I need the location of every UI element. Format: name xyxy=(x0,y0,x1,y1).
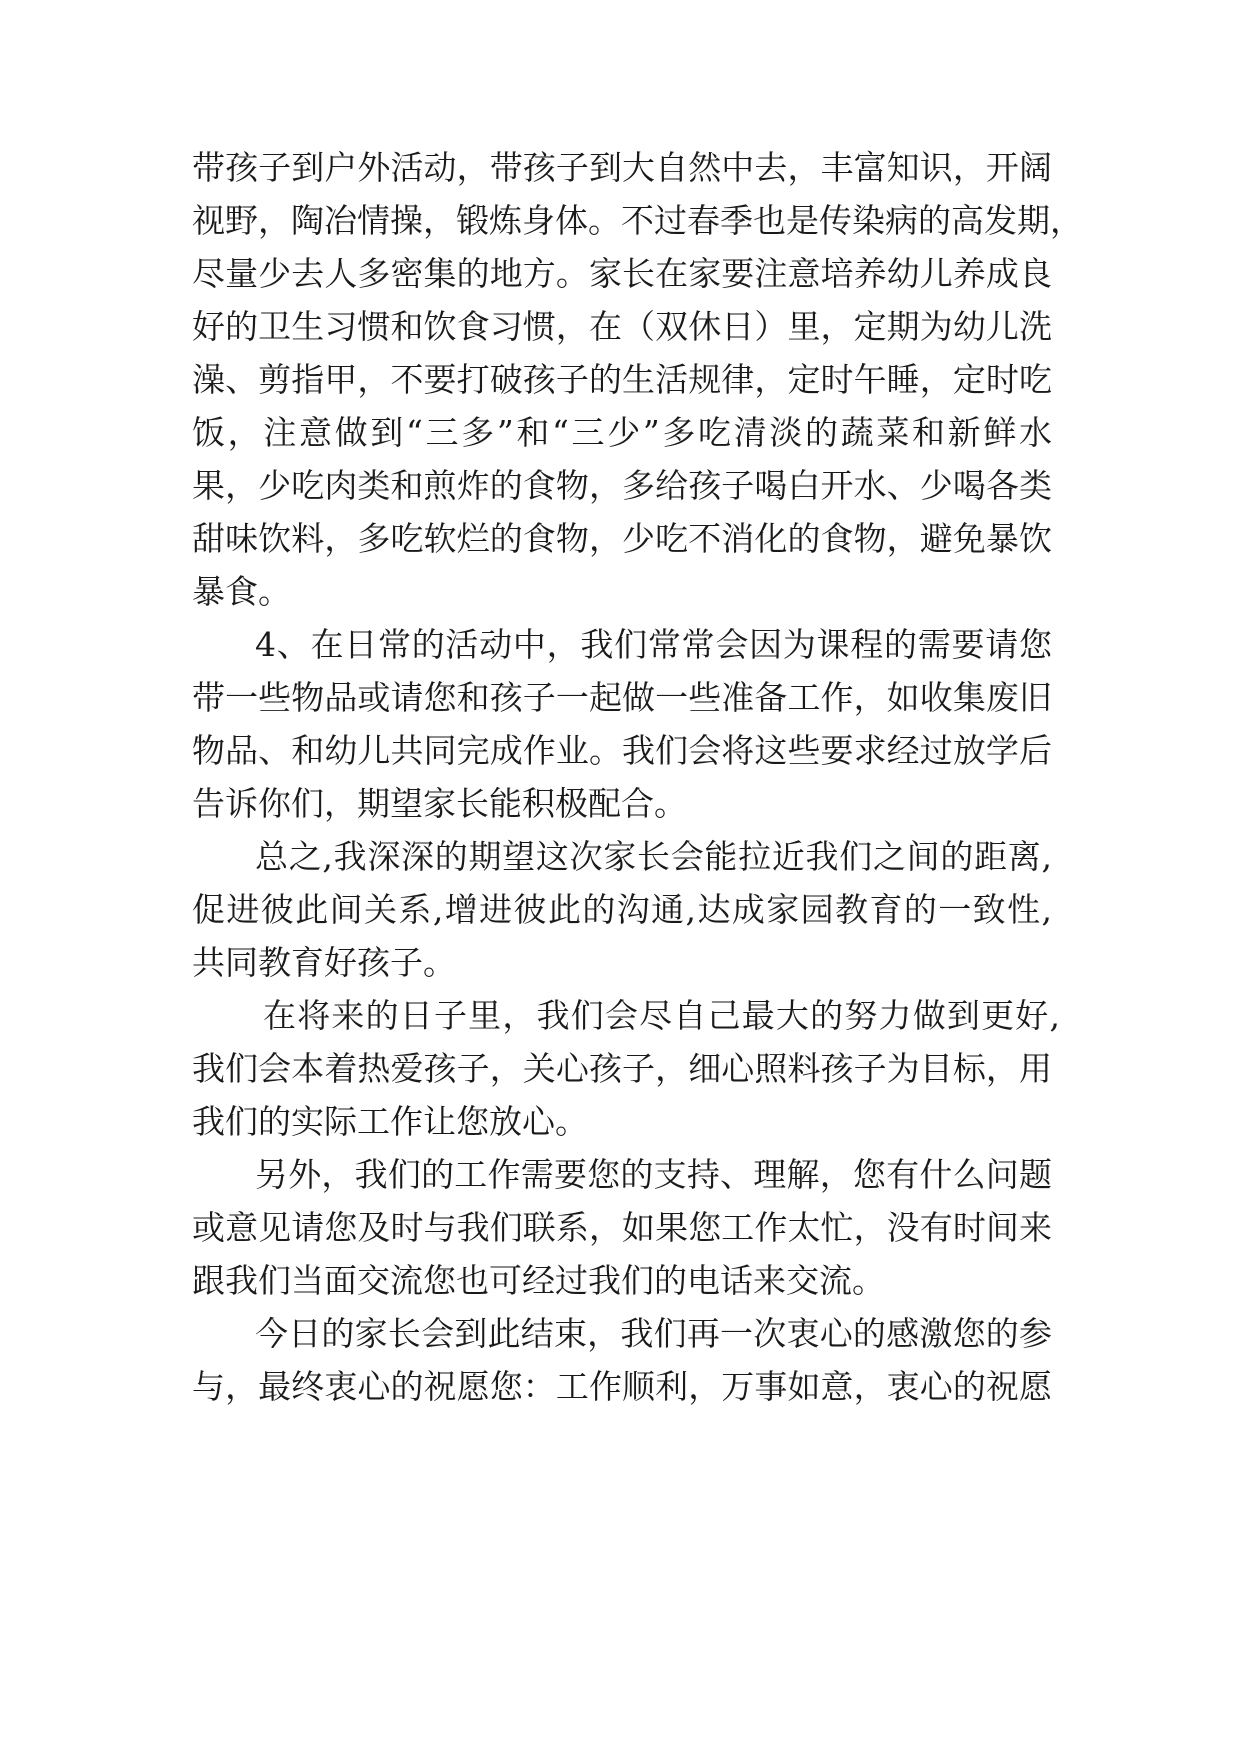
text-line: 饭，注意做到“三多”和“三少”多吃清淡的蔬菜和新鲜水 xyxy=(192,413,1052,452)
text-line: 共同教育好孩子。 xyxy=(192,943,456,982)
paragraph-first-line: 另外，我们的工作需要您的支持、理解，您有什么问题 xyxy=(255,1155,1052,1194)
text-line: 果，少吃肉类和煎炸的食物，多给孩子喝白开水、少喝各类 xyxy=(192,466,1052,505)
paragraph-first-line: 4、在日常的活动中，我们常常会因为课程的需要请您 xyxy=(255,625,1052,664)
text-line: 与，最终衷心的祝愿您：工作顺利，万事如意，衷心的祝愿 xyxy=(192,1367,1052,1406)
text-line: 带孩子到户外活动，带孩子到大自然中去，丰富知识，开阔 xyxy=(192,148,1052,187)
paragraph-first-line: 总之,我深深的期望这次家长会能拉近我们之间的距离, xyxy=(255,837,1052,876)
text-line: 或意见请您及时与我们联系，如果您工作太忙，没有时间来 xyxy=(192,1208,1052,1247)
text-line: 跟我们当面交流您也可经过我们的电话来交流。 xyxy=(192,1261,885,1300)
text-line: 带一些物品或请您和孩子一起做一些准备工作，如收集废旧 xyxy=(192,678,1052,717)
text-line: 澡、剪指甲，不要打破孩子的生活规律，定时午睡，定时吃 xyxy=(192,360,1052,399)
paragraph-first-line: 在将来的日子里，我们会尽自己最大的努力做到更好, xyxy=(263,996,1060,1035)
text-line: 甜味饮料，多吃软烂的食物，少吃不消化的食物，避免暴饮 xyxy=(192,519,1052,558)
text-line: 视野，陶冶情操，锻炼身体。不过春季也是传染病的高发期， xyxy=(192,201,1083,240)
text-line: 促进彼此间关系,增进彼此的沟通,达成家园教育的一致性, xyxy=(192,890,1052,929)
text-line: 我们会本着热爱孩子，关心孩子，细心照料孩子为目标，用 xyxy=(192,1049,1052,1088)
paragraph-first-line: 今日的家长会到此结束，我们再一次衷心的感激您的参 xyxy=(255,1314,1052,1353)
text-line: 告诉你们，期望家长能积极配合。 xyxy=(192,784,687,823)
text-line: 暴食。 xyxy=(192,572,291,611)
text-line: 好的卫生习惯和饮食习惯，在（双休日）里，定期为幼儿洗 xyxy=(192,307,1052,346)
text-line: 物品、和幼儿共同完成作业。我们会将这些要求经过放学后 xyxy=(192,731,1052,770)
text-line: 尽量少去人多密集的地方。家长在家要注意培养幼儿养成良 xyxy=(192,254,1052,293)
text-line: 我们的实际工作让您放心。 xyxy=(192,1102,588,1141)
